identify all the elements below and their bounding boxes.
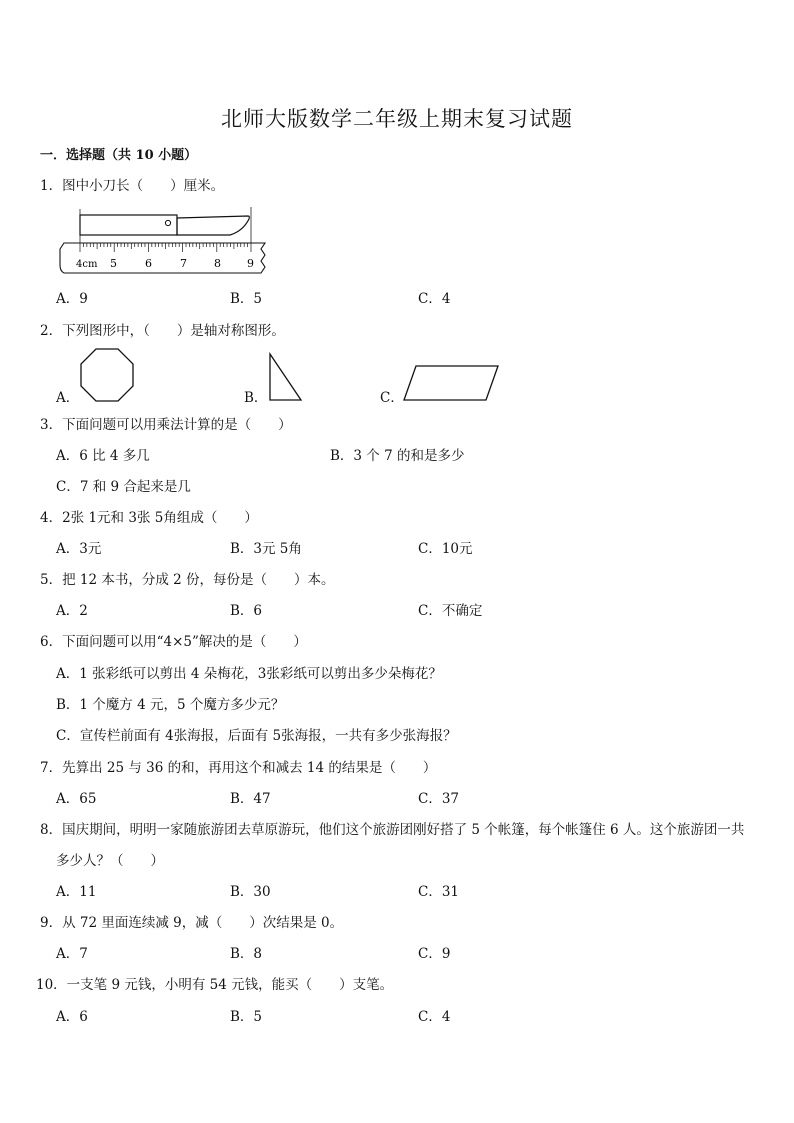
question-9-stem: 9．从 72 里面连续减 9，减（ ）次结果是 0。	[40, 915, 344, 931]
question-2-option-b[interactable]: B．	[244, 390, 268, 406]
ruler-label-5: 5	[110, 257, 117, 270]
question-10-option-a[interactable]: A．6	[56, 1009, 88, 1025]
parallelogram-shape	[402, 364, 500, 402]
ruler-label-4cm: 4cm	[76, 259, 98, 270]
question-1-option-a[interactable]: A．9	[56, 291, 88, 307]
question-3-option-b[interactable]: B．3 个 7 的和是多少	[330, 448, 465, 464]
ruler-label-7: 7	[180, 257, 187, 270]
question-10-stem: 10．一支笔 9 元钱，小明有 54 元钱，能买（ ）支笔。	[36, 977, 394, 993]
question-10-option-c[interactable]: C．4	[418, 1009, 451, 1025]
ruler-label-6: 6	[145, 257, 152, 270]
ruler-knife-figure	[58, 205, 268, 275]
question-8-option-c[interactable]: C．31	[418, 884, 460, 900]
question-7-stem: 7．先算出 25 与 36 的和，再用这个和减去 14 的结果是（ ）	[40, 760, 437, 776]
question-9-option-b[interactable]: B．8	[230, 946, 263, 962]
question-3-option-a[interactable]: A．6 比 4 多几	[56, 448, 150, 464]
question-7-option-a[interactable]: A．65	[56, 791, 97, 807]
question-6-option-c[interactable]: C．宣传栏前面有 4张海报，后面有 5张海报，一共有多少张海报？	[56, 728, 457, 744]
page-title: 北师大版数学二年级上期末复习试题	[221, 107, 573, 131]
question-1-stem: 1．图中小刀长（ ）厘米。	[40, 178, 225, 194]
question-2-stem: 2．下列图形中，（ ）是轴对称图形。	[40, 323, 285, 339]
question-2-option-c[interactable]: C．	[380, 390, 404, 406]
question-8-option-b[interactable]: B．30	[230, 884, 271, 900]
question-6-stem: 6．下面问题可以用“4×5”解决的是（ ）	[40, 634, 307, 650]
question-1-option-c[interactable]: C．4	[418, 291, 451, 307]
question-2-option-a[interactable]: A．	[56, 390, 80, 406]
question-8-option-a[interactable]: A．11	[56, 884, 97, 900]
section-heading: 一．选择题（共 10 小题）	[40, 148, 198, 163]
question-4-option-b[interactable]: B．3元 5角	[230, 541, 302, 557]
question-5-stem: 5．把 12 本书，分成 2 份，每份是（ ）本。	[40, 572, 335, 588]
question-5-option-c[interactable]: C．不确定	[418, 603, 483, 619]
question-5-option-b[interactable]: B．6	[230, 603, 263, 619]
right-triangle-shape	[268, 352, 304, 402]
question-6-option-b[interactable]: B．1 个魔方 4 元，5 个魔方多少元？	[56, 697, 285, 713]
question-8-stem-continued: 多少人？（ ）	[56, 853, 164, 869]
question-6-option-a[interactable]: A．1 张彩纸可以剪出 4 朵梅花，3张彩纸可以剪出多少朵梅花？	[56, 666, 442, 682]
ruler-label-8: 8	[214, 257, 221, 270]
ruler-image	[60, 243, 265, 273]
question-7-option-c[interactable]: C．37	[418, 791, 460, 807]
question-3-stem: 3．下面问题可以用乘法计算的是（ ）	[40, 417, 292, 433]
question-7-option-b[interactable]: B．47	[230, 791, 271, 807]
question-9-option-c[interactable]: C．9	[418, 946, 451, 962]
question-4-stem: 4．2张 1元和 3张 5角组成（ ）	[40, 510, 258, 526]
ruler-label-9: 9	[247, 257, 254, 270]
question-9-option-a[interactable]: A．7	[56, 946, 88, 962]
question-5-option-a[interactable]: A．2	[56, 603, 88, 619]
question-10-option-b[interactable]: B．5	[230, 1009, 263, 1025]
question-1-option-b[interactable]: B．5	[230, 291, 263, 307]
question-8-stem: 8．国庆期间，明明一家随旅游团去草原游玩，他们这个旅游团刚好搭了 5 个帐篷，每个帐篷住 6 人。这个旅游团一共	[40, 822, 745, 838]
octagon-shape	[80, 348, 134, 402]
question-4-option-a[interactable]: A．3元	[56, 541, 102, 557]
question-3-option-c[interactable]: C．7 和 9 合起来是几	[56, 479, 191, 495]
question-4-option-c[interactable]: C．10元	[418, 541, 473, 557]
